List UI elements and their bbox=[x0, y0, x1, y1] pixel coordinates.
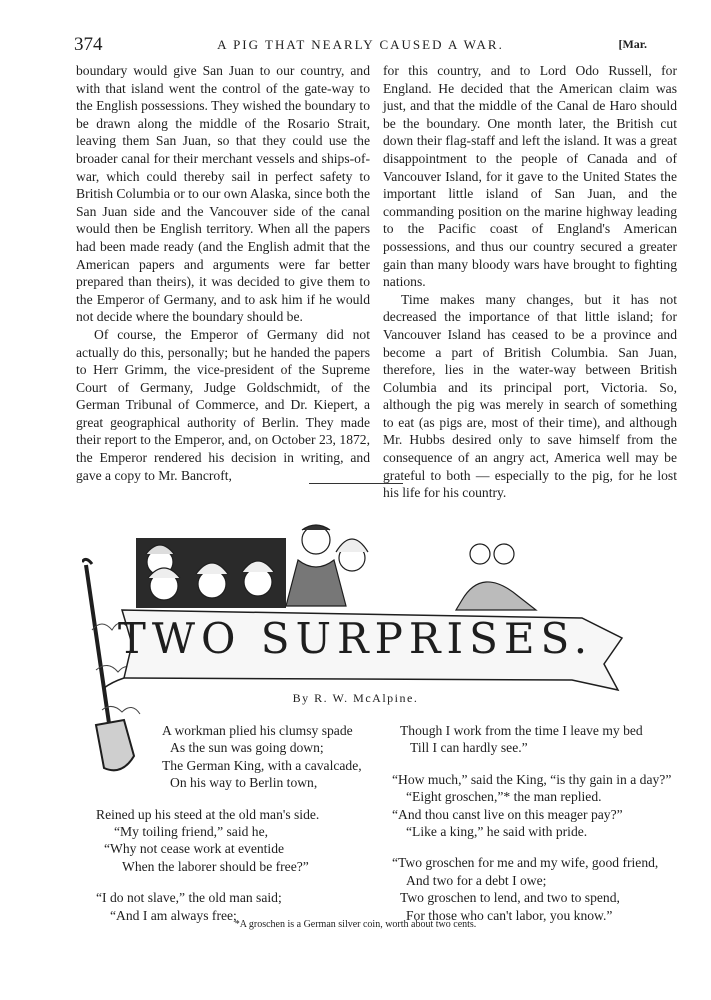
page-number: 374 bbox=[74, 34, 103, 55]
section-divider bbox=[309, 483, 403, 484]
figures-drawing bbox=[136, 525, 536, 610]
poem-line: Though I work from the time I leave my bed bbox=[400, 723, 643, 738]
poem-line: “Eight groschen,”* the man replied. bbox=[406, 789, 602, 805]
poem-line: “How much,” said the King, “is thy gain in a day?” bbox=[392, 771, 672, 787]
page-header bbox=[74, 34, 647, 54]
poem-title: TWO SURPRISES. bbox=[117, 614, 594, 663]
poem-line: “Two groschen for me and my wife, good friend, bbox=[392, 855, 659, 871]
poem-line: “I do not slave,” the old man said; bbox=[96, 890, 282, 906]
poem-line: On his way to Berlin town, bbox=[170, 775, 318, 791]
poem-line: Till I can hardly see.” bbox=[410, 740, 528, 756]
poem-line: And two for a debt I owe; bbox=[406, 872, 547, 888]
paragraph: Time makes many changes, but it has not decreased the importance of that little island; for Vancouver Island has ceased to be a province and become a part of British Columbia. San Juan, therefore, lies in the water-way between British Columbia and its principal port, Victoria. So, although the pig was merely in search of something to eat (as pigs are, most of their time), and although Mr. Hubbs desired only to save himself from the consequence of an angry act, America well may be grateful to both — especially to the pig, for he lost his life for his country. bbox=[383, 291, 677, 501]
poem-line: The German King, with a cavalcade, bbox=[162, 757, 362, 773]
issue-month: [Mar. bbox=[618, 37, 647, 51]
poem-line: “My toiling friend,” said he, bbox=[114, 824, 269, 840]
footnote: *A groschen is a German silver coin, worth about two cents. bbox=[234, 919, 477, 930]
poem-line: As the sun was going down; bbox=[170, 740, 324, 756]
poem-line: “And thou canst live on this meager pay?” bbox=[392, 806, 623, 822]
poem-line: For those who can't labor, you know.” bbox=[406, 907, 613, 923]
article-column-left bbox=[76, 62, 370, 484]
poem-line: A workman plied his clumsy spade bbox=[162, 723, 353, 738]
stanza bbox=[392, 854, 692, 924]
poem-line: “And I am always free; bbox=[110, 907, 237, 923]
poem-line: When the laborer should be free?” bbox=[122, 858, 309, 874]
article-column-right bbox=[383, 62, 677, 502]
stanza bbox=[96, 806, 382, 876]
poem-column-left bbox=[96, 722, 382, 938]
paragraph: boundary would give San Juan to our country, and with that island went the control of the gate-way to the English possessions. They wished the boundary to be drawn along the middle of the Rosario Strait, leaving them San Juan, so that they could use the broader canal for their merchant vessels and ships-of-war, which could thereby sail in perfect safety to British Columbia or to our own Alaska, since both the San Juan side and the Vancouver side of the canal would then be English territory. When all the papers had been made ready (and the English admit that the American papers and arguments were far better prepared than theirs), it was decided to give them to the Emperor of Germany, and to ask him if he would not decide where the boundary should be. bbox=[76, 63, 370, 325]
stanza bbox=[392, 722, 692, 757]
poem-line: Two groschen to lend, and two to spend, bbox=[400, 890, 620, 906]
poem-line: “Like a king,” he said with pride. bbox=[406, 824, 588, 840]
poem-column-right bbox=[392, 722, 692, 938]
paragraph: for this country, and to Lord Odo Russell, for England. He decided that the American claim was just, and that the middle of the Canal de Haro should be the boundary. One month later, the British cut down their flag-staff and left the island. It was a great disappointment to the people of Canada and of Vancouver Island, for it gave to the United States the important little island of San Juan, and the commanding position on the marine highway leading to the Pacific coast of England's American possessions, and thus our country secured a greater gain than many bloody wars have brought to fighting nations. bbox=[383, 63, 677, 290]
poem-byline: By R. W. McAlpine. bbox=[292, 691, 419, 705]
poem-line: “Why not cease work at eventide bbox=[104, 841, 285, 857]
running-title: A PIG THAT NEARLY CAUSED A WAR. bbox=[217, 37, 504, 52]
paragraph: Of course, the Emperor of Germany did not actually do this, personally; but he handed the papers to Herr Grimm, the vice-president of the Supreme Court of Germany, Judge Goldschmidt, of the German Tribunal of Commerce, and Dr. Kiepert, a great geographical authority of Berlin. They made their report to the Emperor, and, on October 23, 1872, the Emperor rendered his decision in writing, and gave a copy to Mr. Bancroft, bbox=[76, 326, 370, 483]
stanza bbox=[392, 771, 692, 841]
stanza bbox=[96, 722, 382, 792]
poem-line: Reined up his steed at the old man's side. bbox=[96, 806, 320, 822]
